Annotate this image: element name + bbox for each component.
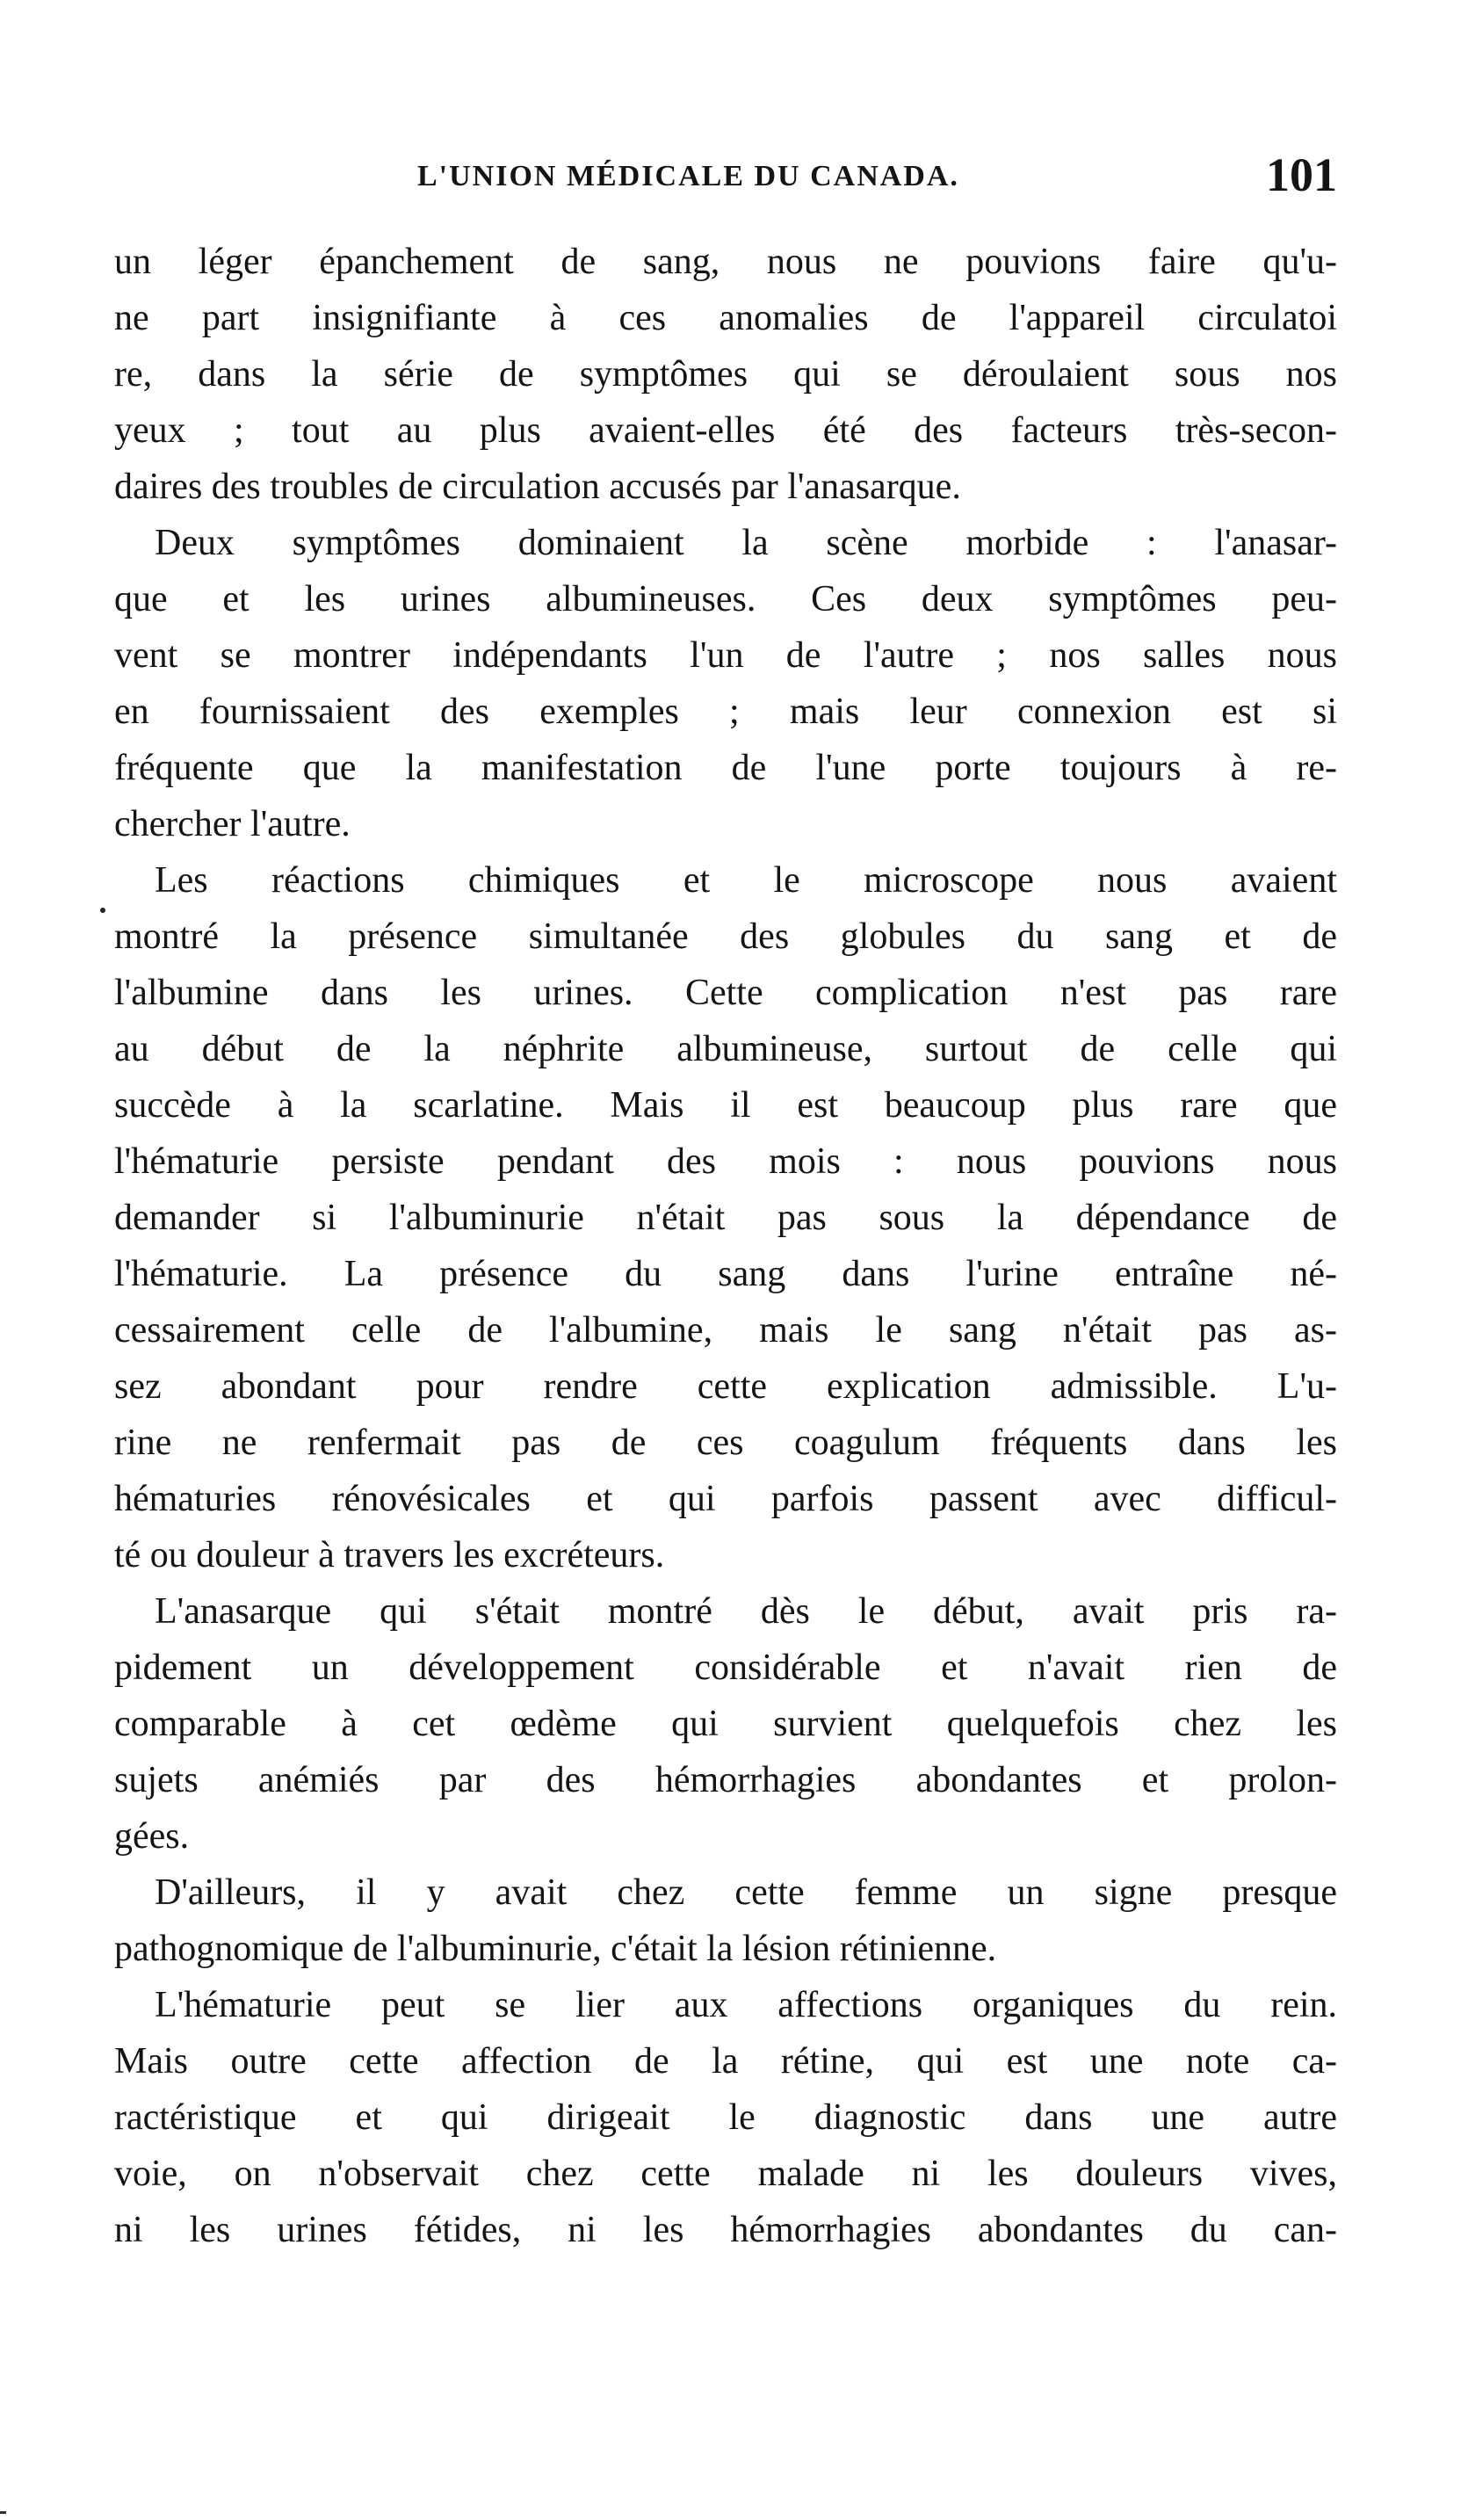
page-number: 101 xyxy=(1266,148,1337,201)
text-line: l'albumine dans les urines. Cette complication n'est pas rare xyxy=(114,973,1337,1013)
text-line: té ou douleur à travers les excréteurs. xyxy=(114,1535,665,1575)
text-line: Les réactions chimiques et le microscope nous avaient xyxy=(155,860,1337,901)
text-line: ne part insignifiante à ces anomalies de l'appareil circulatoi xyxy=(114,298,1337,338)
page-header xyxy=(114,148,1337,209)
text-line: ractéristique et qui dirigeait le diagnostic dans une autre xyxy=(114,2097,1337,2138)
text-line: sujets anémiés par des hémorrhagies abondantes et prolon- xyxy=(114,1760,1337,1800)
paragraph-2 xyxy=(114,515,1337,852)
text-line: chercher l'autre. xyxy=(114,804,351,844)
text-line: comparable à cet œdème qui survient quelquefois chez les xyxy=(114,1704,1337,1744)
text-line: pidement un développement considérable et n'avait rien de xyxy=(114,1647,1337,1688)
paragraph-5 xyxy=(114,1865,1337,1977)
text-line: L'hématurie peut se lier aux affections organiques du rein. xyxy=(155,1985,1337,2025)
text-line: au début de la néphrite albumineuse, surtout de celle qui xyxy=(114,1029,1337,1069)
text-line: voie, on n'observait chez cette malade ni les douleurs vives, xyxy=(114,2154,1337,2194)
paragraph-6 xyxy=(114,1977,1337,2258)
text-line: rine ne renfermait pas de ces coagulum fréquents dans les xyxy=(114,1423,1337,1463)
text-line: l'hématurie persiste pendant des mois : nous pouvions nous xyxy=(114,1141,1337,1182)
text-line: gées. xyxy=(114,1816,190,1857)
text-line: pathognomique de l'albuminurie, c'était la lésion rétinienne. xyxy=(114,1929,997,1969)
text-line: ni les urines fétides, ni les hémorrhagies abondantes du can- xyxy=(114,2210,1337,2250)
print-speck xyxy=(100,908,105,913)
body-text xyxy=(114,234,1337,2258)
text-line: yeux ; tout au plus avaient-elles été des facteurs très-secon- xyxy=(114,410,1337,451)
text-line: demander si l'albuminurie n'était pas sous la dépendance de xyxy=(114,1198,1337,1238)
text-line: l'hématurie. La présence du sang dans l'urine entraîne né- xyxy=(114,1254,1337,1294)
text-line: que et les urines albumineuses. Ces deux symptômes peu- xyxy=(114,579,1337,619)
text-line: cessairement celle de l'albumine, mais le sang n'était pas as- xyxy=(114,1310,1337,1351)
paragraph-4 xyxy=(114,1583,1337,1865)
paragraph-1 xyxy=(114,234,1337,515)
text-line: L'anasarque qui s'était montré dès le début, avait pris ra- xyxy=(155,1591,1337,1632)
text-line: sez abondant pour rendre cette explication admissible. L'u- xyxy=(114,1366,1337,1407)
text-line: succède à la scarlatine. Mais il est beaucoup plus rare que xyxy=(114,1085,1337,1126)
running-title: L'UNION MÉDICALE DU CANADA. xyxy=(417,160,959,192)
text-line: D'ailleurs, il y avait chez cette femme un signe presque xyxy=(155,1872,1337,1913)
text-line: Mais outre cette affection de la rétine, qui est une note ca- xyxy=(114,2041,1337,2082)
text-line: en fournissaient des exemples ; mais leur connexion est si xyxy=(114,692,1337,732)
text-line: Deux symptômes dominaient la scène morbide : l'anasar- xyxy=(155,523,1337,563)
text-line: re, dans la série de symptômes qui se déroulaient sous nos xyxy=(114,354,1337,395)
text-line: un léger épanchement de sang, nous ne pouvions faire qu'u- xyxy=(114,242,1337,282)
text-line: vent se montrer indépendants l'un de l'autre ; nos salles nous xyxy=(114,635,1337,676)
scan-edge-mark xyxy=(0,2511,6,2514)
paragraph-3 xyxy=(114,852,1337,1583)
text-line: daires des troubles de circulation accusés par l'anasarque. xyxy=(114,467,961,507)
text-line: hématuries rénovésicales et qui parfois passent avec difficul- xyxy=(114,1479,1337,1519)
text-line: montré la présence simultanée des globules du sang et de xyxy=(114,916,1337,957)
text-line: fréquente que la manifestation de l'une porte toujours à re- xyxy=(114,748,1337,788)
